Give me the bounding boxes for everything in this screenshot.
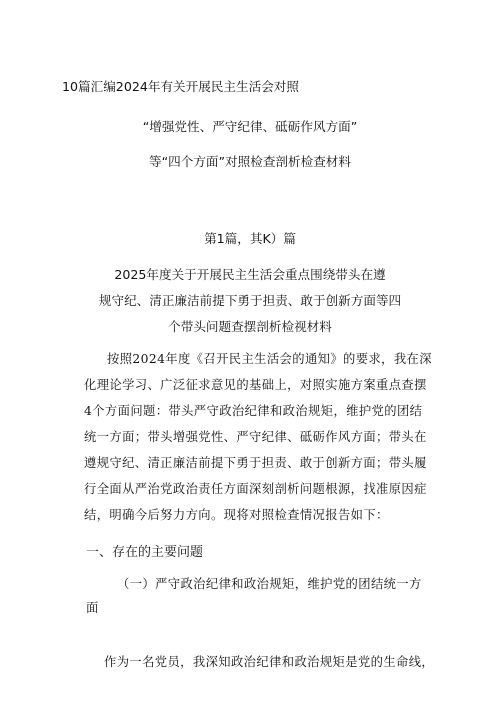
intro-line: 结，明确今后努力方向。现将对照检查情况报告如下： [84,508,389,522]
intro-line: 行全面从严治党政治责任方面深刻剖析问题根源，找准原因症 [84,482,427,496]
document-title-line-2: “增强党性、严守纪律、砥砺作风方面” [142,119,358,134]
document-title-line-3: 等“四个方面”对照检查剖析检查材料 [149,154,351,169]
intro-line: 化理论学习、广泛征求意见的基础上，对照实施方案重点查摆 [84,378,427,392]
subsection-heading-line-1: （一）严守政治纪律和政治规矩，维护党的团结统一方 [117,577,422,591]
intro-line: 按照2024年度《召开民主生活会的通知》的要求，我在深 [107,352,432,366]
intro-line: 统一方面；带头增强党性、严守纪律、砥砺作风方面；带头在 [84,430,427,444]
document-title-line-1: 10篇汇编2024年有关开展民主生活会对照 [62,79,299,94]
subtitle-line-1: 2025年度关于开展民主生活会重点围绕带头在遵 [114,267,386,282]
body-paragraph-line: 作为一名党员，我深知政治纪律和政治规矩是党的生命线， [104,655,435,669]
intro-line: 遵规守纪、清正廉洁前提下勇于担责、敢于创新方面；带头履 [84,456,427,470]
subtitle-line-3: 个带头问题查摆剖析检视材料 [168,319,332,334]
intro-line: 4个方面问题：带头严守政治纪律和政治规矩，维护党的团结 [84,404,423,418]
subsection-heading-line-2: 面 [86,601,99,615]
chapter-label: 第1篇，其K）篇 [204,231,296,246]
section-heading: 一、存在的主要问题 [86,545,204,560]
subtitle-line-2: 规守纪、清正廉洁前提下勇于担责、敢于创新方面等四 [98,293,402,308]
